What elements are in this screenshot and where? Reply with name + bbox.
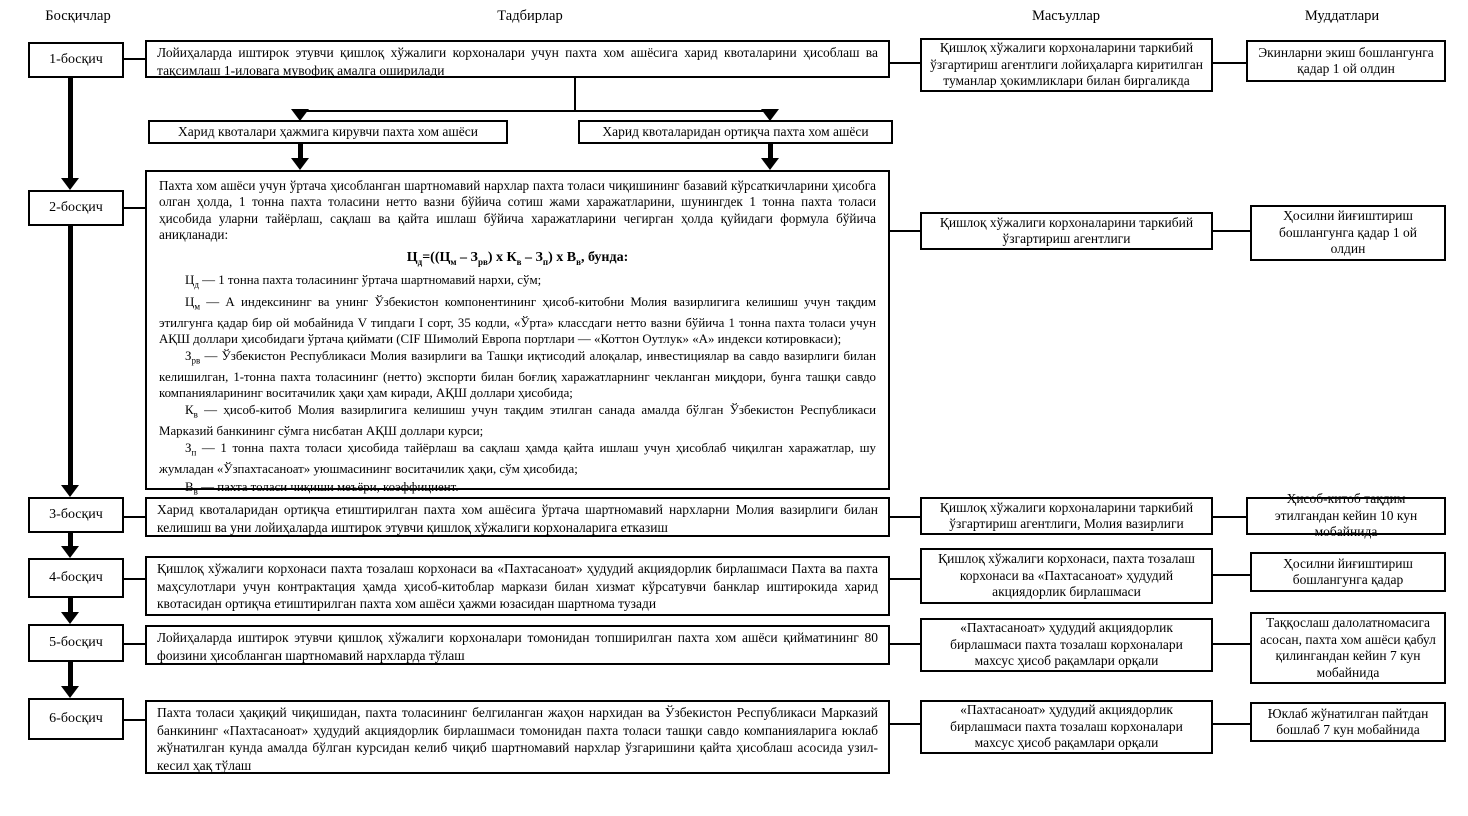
connector-activity6-responsible6 <box>890 723 920 725</box>
formula-definition: $К_в$ — ҳисоб-китоб Молия вазирлигига келишиш учун тақдим этилган санада амалда бўлган Ўзбекистон Республикаси Марказий банкининг сўмга нисбатан АҚШ доллари курси; <box>159 403 876 438</box>
column-header-stages: Босқичлар <box>45 8 111 24</box>
stage-2-box: 2-босқич <box>28 190 124 226</box>
deadline-5-box: Таққослаш далолатномасига асосан, пахта хом ашёси қабул қилингандан кейин 7 кун мобайнида <box>1250 612 1446 684</box>
stage-1-box: 1-босқич <box>28 42 124 78</box>
arrow-stage4-stage5-stem <box>68 598 73 612</box>
connector-stage1-activity1 <box>124 58 145 60</box>
connector-activity5-responsible5 <box>890 643 920 645</box>
responsible-4-box: Қишлоқ хўжалиги корхонаси, пахта тозалаш корхонаси ва «Пахтасаноат» ҳудудий акциядорлик бирлашмаси <box>920 548 1213 604</box>
branch-split-vertical-line <box>574 78 576 111</box>
arrow-stage1-stage2-stem <box>68 78 73 178</box>
formula-definition: $В_в$ — пахта толаси чиқиши меъёри, коэффициент. <box>185 479 459 497</box>
arrow-down-icon <box>61 686 79 698</box>
arrow-down-icon <box>761 158 779 170</box>
arrow-down-icon <box>61 546 79 558</box>
stage-5-box: 5-босқич <box>28 624 124 662</box>
responsible-1-box: Қишлоқ хўжалиги корхоналарини таркибий ўзгартириш агентлиги лойиҳаларга киритилган туманлар ҳокимликлари билан биргаликда <box>920 38 1213 92</box>
deadline-6-box: Юклаб жўнатилган пайтдан бошлаб 7 кун мобайнида <box>1250 702 1446 742</box>
connector-stage6-activity6 <box>124 719 145 721</box>
connector-stage2-activity2 <box>124 207 145 209</box>
responsible-2-box: Қишлоқ хўжалиги корхоналарини таркибий ўзгартириш агентлиги <box>920 212 1213 250</box>
branch-split-horizontal-line <box>300 110 772 112</box>
price-formula: $Ц_д=((Ц_м - З_{рв})$ х $К_в - З_п$) х $В_в$, бунда: <box>406 250 629 267</box>
activity-3-box: Харид квоталаридан ортиқча етиштирилган пахта хом ашёсига ўртача шартномавий нархларни Молия вазирлиги билан келишиш ва уни лойиҳаларда иштирок этувчи қишлоқ хўжалиги корхоналарига етказиш <box>145 497 890 537</box>
deadline-4-box: Ҳосилни йиғиштириш бошлангунга қадар <box>1250 552 1446 592</box>
activity-6-box: Пахта толаси ҳақиқий чиқишидан, пахта толасининг белгиланган жаҳон нархидан ва Ўзбекистон Республикаси Марказий банкининг «Пахтасаноат» ҳудудий акциядорлик бирлашмаси томонидан пахта толаси ташқи савдо компанияларига юклаб жўнатилган кунда амалда бўлган курсидан келиб чиқиб шартномавий нархлар ўзгаришини қайта ҳисоблаш асосида узил-кесил ҳақ тўлаш <box>145 700 890 774</box>
connector-activity2-responsible2 <box>890 230 920 232</box>
stage-4-box: 4-босқич <box>28 558 124 598</box>
arrow-stage2-stage3-stem <box>68 226 73 485</box>
stage-3-box: 3-босқич <box>28 497 124 533</box>
column-header-deadlines: Муддатлари <box>1304 8 1380 24</box>
activity-5-box: Лойиҳаларда иштирок этувчи қишлоқ хўжалиги корхоналари томонидан топширилган пахта хом ашёси қийматининг 80 фоизини ҳисобланган шартномавий нархларда тўлаш <box>145 625 890 665</box>
deadline-2-box: Ҳосилни йиғиштириш бошлангунга қадар 1 ой олдин <box>1250 205 1446 261</box>
formula-definition: $Ц_д$ — 1 тонна пахта толасининг ўртача шартномавий нархи, сўм; <box>185 272 542 290</box>
connector-activity4-responsible4 <box>890 578 920 580</box>
responsible-6-box: «Пахтасаноат» ҳудудий акциядорлик бирлашмаси пахта тозалаш корхоналари махсус ҳисоб рақамлари орқали <box>920 700 1213 754</box>
column-header-activities: Тадбирлар <box>497 8 563 24</box>
connector-stage5-activity5 <box>124 643 145 645</box>
stage-6-box: 6-босқич <box>28 698 124 740</box>
connector-responsible3-deadline3 <box>1213 516 1246 518</box>
branch-left-box: Харид квоталари ҳажмига кирувчи пахта хом ашёси <box>148 120 508 144</box>
formula-definition: $Ц_м$ — А индексининг ва унинг Ўзбекистон компонентининг ҳисоб-китобни Молия вазирлигига келишиш учун тақдим этилгунга қадар бир ой мобайнида V типдаги I сорт, 35 кодли, «Ўрта» классдаги нетто вазни бўйича 1 тонна пахта толаси учун АҚШ доллари ҳисобидаги ўртача қиймати (CIF Шимолий Европа портлари — «Коттон Оутлук» «А» индекси котировкаси); <box>159 295 876 346</box>
arrow-down-icon <box>61 485 79 497</box>
activity-4-box: Қишлоқ хўжалиги корхонаси пахта тозалаш корхонаси ва «Пахтасаноат» ҳудудий акциядорлик бирлашмаси Пахта ва пахта маҳсулотлари учун контрактация ҳамда ҳисоб-китоблар маркази билан хизмат кўрсатувчи банклар иштирокида харид квотасидан ортиқча етиштирилган пахта хом ашёси ҳажми юзасидан шартнома тузади <box>145 556 890 616</box>
formula-intro-text: Пахта хом ашёси учун ўртача ҳисобланган шартномавий нархлар пахта толаси чиқишининг базавий кўрсаткичларини ҳисобга олган ҳолда, 1 тонна пахта толасини нетто вазни бўйича сотиш жами харажатларини, шунингдек 1 тонна пахта толаси ҳисобида уларни тайёрлаш, сақлаш ва қайта ишлаш бўйича харажатларини чегирган ҳолда қуйидаги формула бўйича аниқланади: <box>159 178 876 242</box>
connector-responsible1-deadline1 <box>1213 62 1246 64</box>
connector-responsible4-deadline4 <box>1213 574 1250 576</box>
deadline-3-box: Ҳисоб-китоб тақдим этилгандан кейин 10 кун мобайнида <box>1246 497 1446 535</box>
formula-definitions <box>159 273 876 500</box>
activity-2-box <box>145 170 890 497</box>
connector-responsible6-deadline6 <box>1213 723 1250 725</box>
activity-1-box: Лойиҳаларда иштирок этувчи қишлоқ хўжалиги корхоналари учун пахта хом ашёсига харид квоталарини ҳисоблаш ва тақсимлаш 1-иловага мувофиқ амалга оширилади <box>145 40 890 78</box>
formula-definition: $З_п$ — 1 тонна пахта толаси ҳисобида тайёрлаш ва сақлаш ҳамда қайта ишлаш учун ҳисоблаб чиқилган харажатлар, шу жумладан «Ўзпахтасаноат» уюшмасининг воситачилик ҳақи, сўм ҳисобида; <box>159 441 876 476</box>
arrow-down-icon <box>291 158 309 170</box>
arrow-down-icon <box>61 612 79 624</box>
responsible-5-box: «Пахтасаноат» ҳудудий акциядорлик бирлашмаси пахта тозалаш корхоналари махсус ҳисоб рақамлари орқали <box>920 618 1213 672</box>
connector-stage3-activity3 <box>124 516 145 518</box>
deadline-1-box: Экинларни экиш бошлангунга қадар 1 ой олдин <box>1246 40 1446 82</box>
arrow-down-icon <box>61 178 79 190</box>
connector-activity3-responsible3 <box>890 516 920 518</box>
formula-definition: $З_{рв}$ — Ўзбекистон Республикаси Молия вазирлиги ва Ташқи иқтисодий алоқалар, инвестициялар ва савдо вазирлиги билан келишилган, 1-тонна пахта толасининг (нетто) экспорти билан боғлиқ харажатларнинг чекланган миқдори, бунга ташқи савдо компанияларининг воситачилик ҳақи ҳам киради, АҚШ доллари ҳисобида; <box>159 349 876 400</box>
branch-right-box: Харид квоталаридан ортиқча пахта хом ашёси <box>578 120 893 144</box>
arrow-stage3-stage4-stem <box>68 533 73 546</box>
connector-activity1-responsible1 <box>890 62 920 64</box>
arrow-stage5-stage6-stem <box>68 662 73 686</box>
responsible-3-box: Қишлоқ хўжалиги корхоналарини таркибий ўзгартириш агентлиги, Молия вазирлиги <box>920 497 1213 535</box>
connector-stage4-activity4 <box>124 578 145 580</box>
connector-responsible2-deadline2 <box>1213 230 1250 232</box>
column-header-responsible: Масъуллар <box>1031 8 1101 24</box>
connector-responsible5-deadline5 <box>1213 643 1250 645</box>
